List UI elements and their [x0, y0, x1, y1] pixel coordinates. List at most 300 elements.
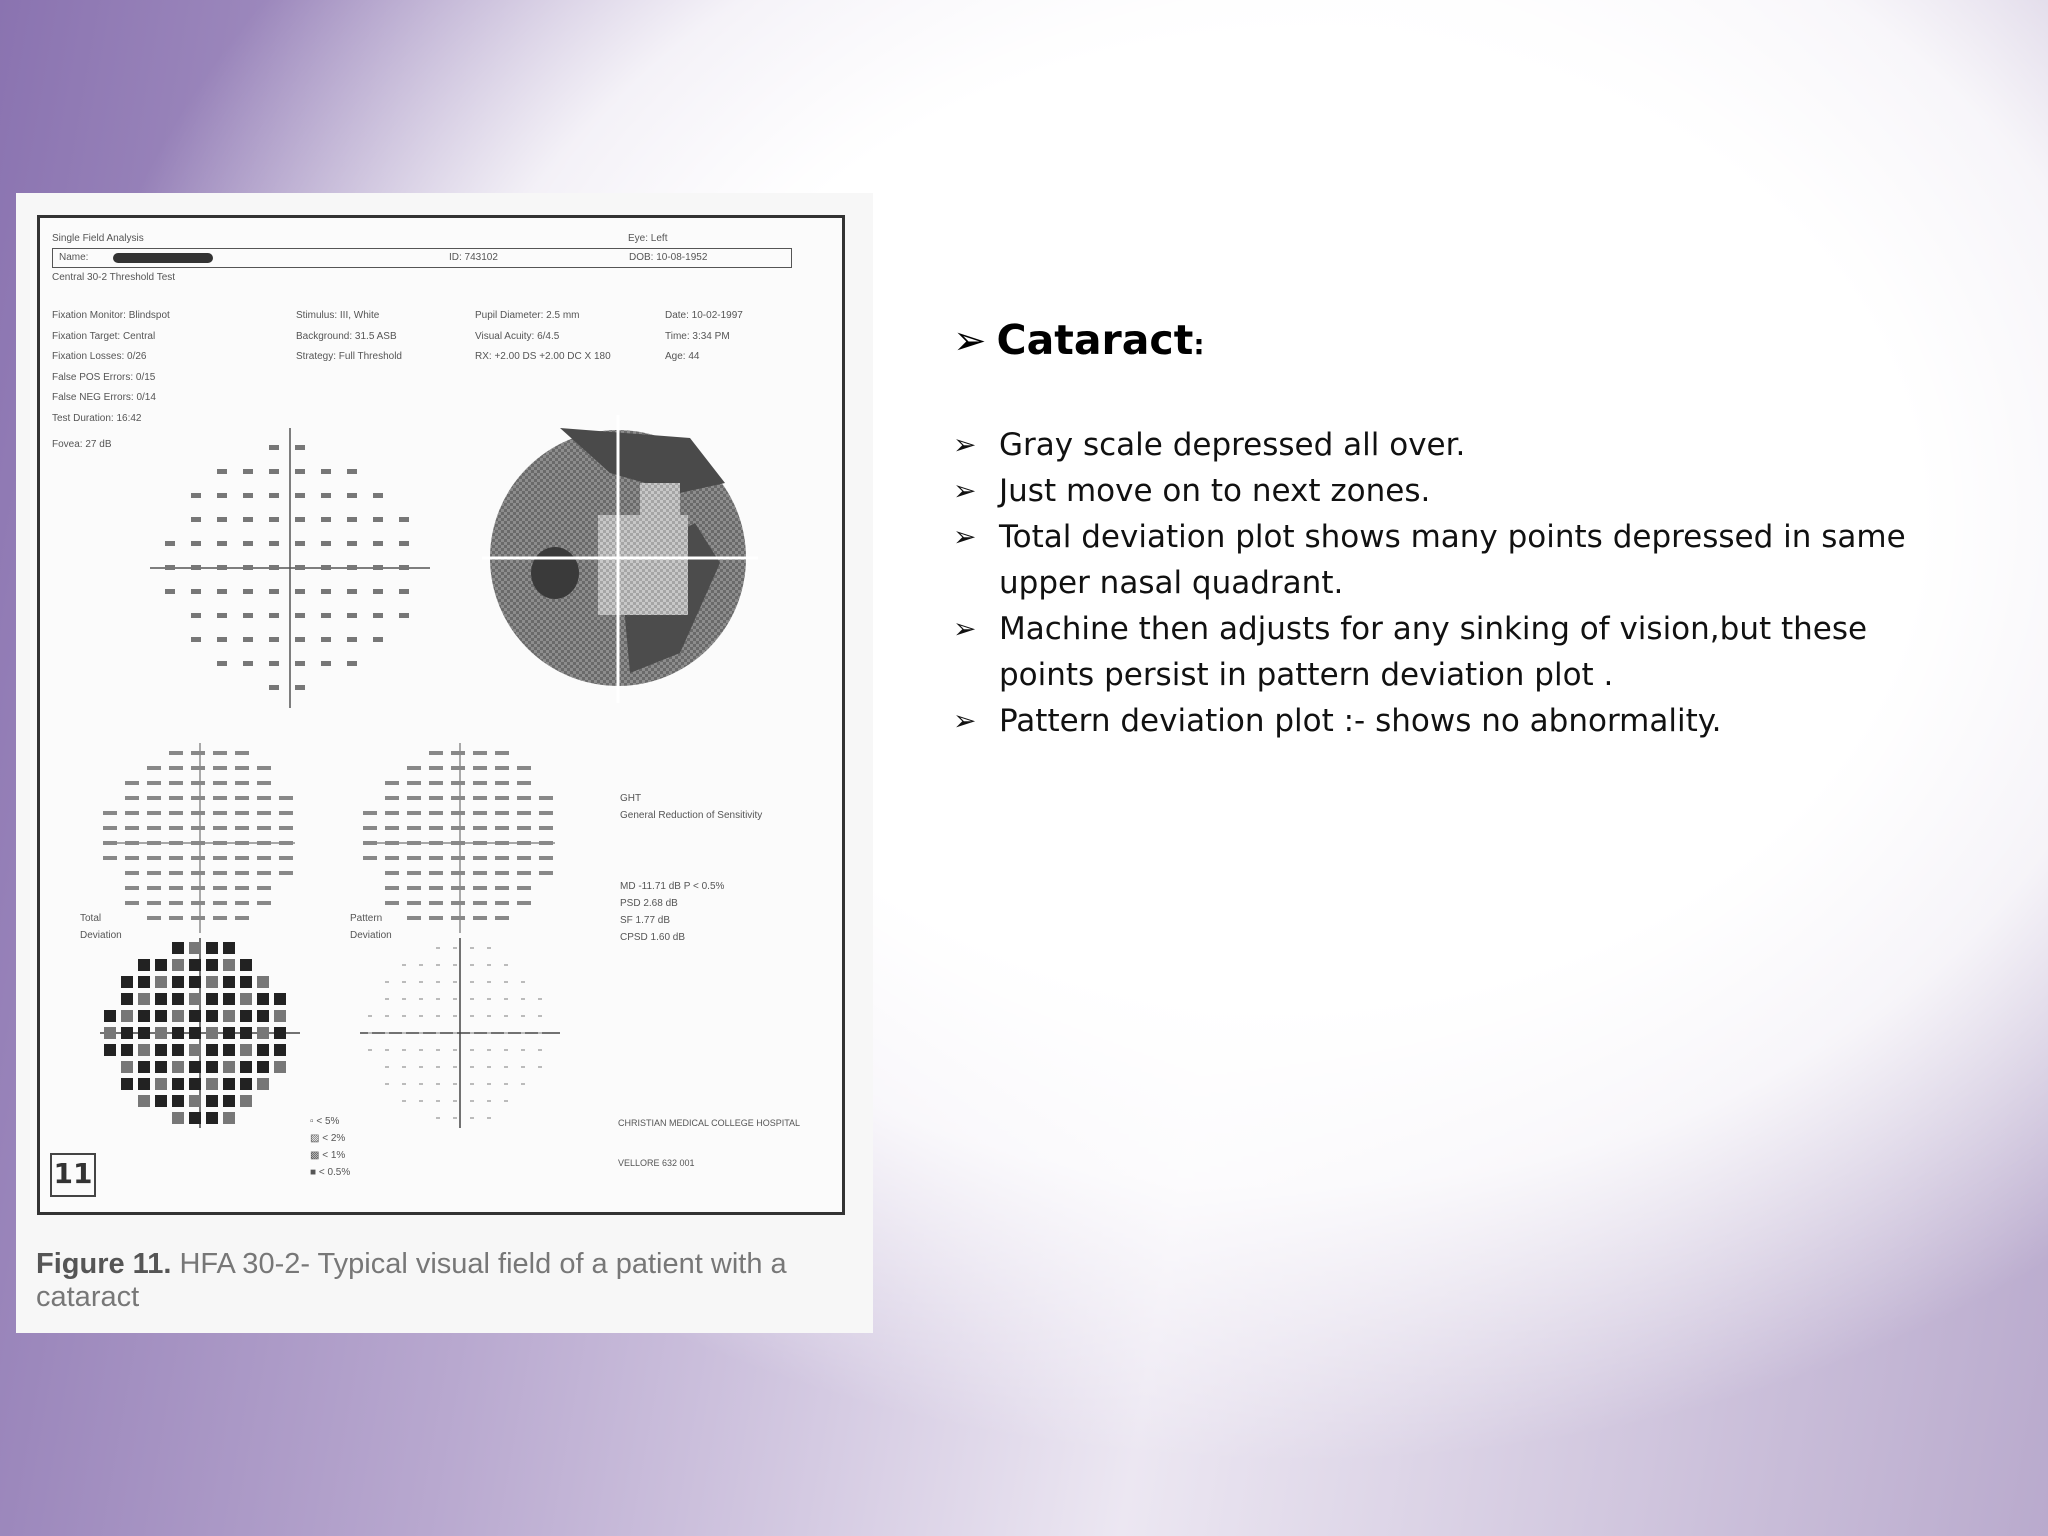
- deviation-mark: [407, 856, 421, 860]
- probability-symbol: [521, 1066, 525, 1068]
- probability-symbol: [521, 998, 525, 1000]
- threshold-mark: [217, 541, 227, 546]
- probability-symbol: [385, 998, 389, 1000]
- probability-symbol: [223, 976, 235, 988]
- probability-symbol: [504, 1032, 508, 1034]
- probability-legend: [310, 1113, 350, 1181]
- threshold-mark: [191, 493, 201, 498]
- probability-symbol: [470, 947, 474, 949]
- probability-symbol: [240, 959, 252, 971]
- probability-symbol: [274, 1010, 286, 1022]
- probability-symbol: [504, 1100, 508, 1102]
- threshold-mark: [269, 613, 279, 618]
- deviation-mark: [429, 826, 443, 830]
- deviation-mark: [213, 796, 227, 800]
- caption-text: HFA 30-2- Typical visual field of a patient with a cataract: [36, 1248, 787, 1313]
- threshold-mark: [295, 517, 305, 522]
- probability-symbol: [436, 1032, 440, 1034]
- report-name-label: Name:: [59, 252, 89, 263]
- threshold-mark: [321, 613, 331, 618]
- probability-symbol: [189, 1112, 201, 1124]
- deviation-mark: [363, 826, 377, 830]
- deviation-mark: [451, 916, 465, 920]
- report-eye: Eye: Left: [628, 233, 668, 244]
- deviation-mark: [191, 811, 205, 815]
- probability-symbol: [257, 976, 269, 988]
- deviation-mark: [213, 841, 227, 845]
- deviation-mark: [213, 766, 227, 770]
- deviation-mark: [169, 751, 183, 755]
- deviation-mark: [473, 781, 487, 785]
- threshold-mark: [347, 661, 357, 666]
- probability-symbol: [453, 998, 457, 1000]
- deviation-mark: [517, 901, 531, 905]
- deviation-mark: [213, 901, 227, 905]
- threshold-mark: [399, 517, 409, 522]
- probability-symbol: [504, 964, 508, 966]
- deviation-mark: [147, 781, 161, 785]
- deviation-mark: [407, 916, 421, 920]
- global-indices: [620, 878, 724, 946]
- probability-symbol: [521, 1083, 525, 1085]
- probability-symbol: [206, 1027, 218, 1039]
- threshold-mark: [243, 613, 253, 618]
- probability-symbol: [470, 1032, 474, 1034]
- threshold-mark: [347, 469, 357, 474]
- deviation-mark: [125, 811, 139, 815]
- report-fovea: Fovea: 27 dB: [52, 439, 112, 450]
- deviation-mark: [147, 856, 161, 860]
- figure-caption: [36, 1248, 866, 1314]
- grayscale-plot: [480, 413, 760, 703]
- deviation-mark: [191, 901, 205, 905]
- probability-symbol: [104, 1044, 116, 1056]
- threshold-mark: [321, 493, 331, 498]
- deviation-mark: [103, 811, 117, 815]
- deviation-mark: [257, 901, 271, 905]
- threshold-mark: [191, 517, 201, 522]
- probability-symbol: [138, 1044, 150, 1056]
- probability-symbol: [453, 947, 457, 949]
- deviation-mark: [169, 811, 183, 815]
- list-item-text: Gray scale depressed all over.: [999, 427, 1466, 463]
- probability-symbol: [206, 1112, 218, 1124]
- threshold-mark: [191, 637, 201, 642]
- probability-symbol: [538, 1015, 542, 1017]
- probability-symbol: [189, 1061, 201, 1073]
- report-line: Background: 31.5 ASB: [296, 330, 397, 342]
- deviation-mark: [451, 811, 465, 815]
- probability-symbol: [385, 981, 389, 983]
- probability-symbol: [257, 1010, 269, 1022]
- threshold-mark: [399, 565, 409, 570]
- report-line: False POS Errors: 0/15: [52, 371, 156, 383]
- probability-symbol: [402, 981, 406, 983]
- slide-heading: [953, 316, 1205, 364]
- deviation-mark: [257, 766, 271, 770]
- probability-symbol: [402, 1032, 406, 1034]
- probability-symbol: [470, 1015, 474, 1017]
- probability-symbol: [504, 1015, 508, 1017]
- threshold-mark: [321, 469, 331, 474]
- threshold-mark: [217, 493, 227, 498]
- deviation-mark: [363, 841, 377, 845]
- deviation-mark: [279, 841, 293, 845]
- heading-text: Cataract: [996, 316, 1194, 364]
- probability-symbol: [436, 1083, 440, 1085]
- deviation-mark: [363, 811, 377, 815]
- probability-symbol: [223, 1044, 235, 1056]
- threshold-mark: [347, 637, 357, 642]
- probability-symbol: [172, 1027, 184, 1039]
- deviation-mark: [385, 826, 399, 830]
- threshold-mark: [269, 541, 279, 546]
- probability-symbol: [274, 993, 286, 1005]
- probability-symbol: [240, 976, 252, 988]
- deviation-mark: [429, 751, 443, 755]
- deviation-mark: [517, 886, 531, 890]
- arrowhead-bullet-icon: ➢: [953, 704, 977, 737]
- total-label-2: Deviation: [80, 930, 122, 941]
- probability-symbol: [257, 1044, 269, 1056]
- probability-symbol: [453, 1032, 457, 1034]
- probability-symbol: [138, 1061, 150, 1073]
- deviation-mark: [517, 811, 531, 815]
- deviation-mark: [495, 751, 509, 755]
- deviation-mark: [407, 766, 421, 770]
- threshold-mark: [347, 565, 357, 570]
- probability-symbol: [487, 1032, 491, 1034]
- probability-symbol: [104, 1010, 116, 1022]
- deviation-mark: [169, 841, 183, 845]
- probability-symbol: [172, 942, 184, 954]
- deviation-mark: [429, 811, 443, 815]
- deviation-mark: [125, 841, 139, 845]
- probability-symbol: [206, 1010, 218, 1022]
- threshold-mark: [321, 661, 331, 666]
- probability-symbol: [223, 1078, 235, 1090]
- report-mid2-col: [475, 306, 611, 368]
- threshold-mark: [217, 517, 227, 522]
- arrowhead-bullet-icon: ➢: [953, 520, 977, 553]
- deviation-mark: [385, 871, 399, 875]
- probability-symbol: [121, 1010, 133, 1022]
- deviation-mark: [451, 856, 465, 860]
- deviation-mark: [103, 841, 117, 845]
- probability-symbol: [419, 1015, 423, 1017]
- probability-symbol: [138, 976, 150, 988]
- threshold-mark: [243, 565, 253, 570]
- probability-symbol: [453, 1117, 457, 1119]
- deviation-mark: [169, 916, 183, 920]
- probability-symbol: [274, 1061, 286, 1073]
- deviation-mark: [147, 766, 161, 770]
- probability-symbol: [223, 1095, 235, 1107]
- arrowhead-bullet-icon: ➢: [953, 612, 977, 645]
- deviation-mark: [429, 841, 443, 845]
- probability-symbol: [121, 1078, 133, 1090]
- probability-symbol: [470, 1100, 474, 1102]
- total-deviation-probability: [100, 938, 300, 1128]
- threshold-mark: [347, 493, 357, 498]
- deviation-mark: [429, 781, 443, 785]
- probability-symbol: [274, 1044, 286, 1056]
- probability-symbol: [470, 964, 474, 966]
- deviation-mark: [495, 826, 509, 830]
- probability-symbol: [385, 1066, 389, 1068]
- deviation-mark: [169, 886, 183, 890]
- threshold-mark: [399, 541, 409, 546]
- probability-symbol: [402, 1066, 406, 1068]
- threshold-mark: [217, 469, 227, 474]
- probability-symbol: [274, 1027, 286, 1039]
- deviation-mark: [147, 796, 161, 800]
- arrowhead-bullet-icon: ➢: [953, 318, 987, 364]
- threshold-mark: [295, 445, 305, 450]
- deviation-mark: [407, 811, 421, 815]
- deviation-mark: [279, 826, 293, 830]
- deviation-mark: [147, 886, 161, 890]
- report-test: Central 30-2 Threshold Test: [52, 272, 176, 283]
- report-line: False NEG Errors: 0/14: [52, 392, 156, 403]
- threshold-mark: [347, 541, 357, 546]
- probability-symbol: [470, 981, 474, 983]
- deviation-mark: [429, 766, 443, 770]
- list-item-text: Pattern deviation plot :- shows no abnormality.: [999, 703, 1722, 739]
- deviation-mark: [451, 796, 465, 800]
- probability-symbol: [138, 1010, 150, 1022]
- probability-symbol: [521, 1049, 525, 1051]
- deviation-mark: [451, 871, 465, 875]
- deviation-mark: [451, 901, 465, 905]
- deviation-mark: [257, 871, 271, 875]
- probability-symbol: [240, 1044, 252, 1056]
- deviation-mark: [473, 811, 487, 815]
- report-mid-col: [296, 306, 402, 368]
- deviation-mark: [125, 826, 139, 830]
- deviation-mark: [169, 901, 183, 905]
- deviation-mark: [385, 796, 399, 800]
- arrowhead-bullet-icon: ➢: [953, 474, 977, 507]
- probability-symbol: [121, 976, 133, 988]
- probability-symbol: [121, 1044, 133, 1056]
- deviation-mark: [257, 826, 271, 830]
- deviation-mark: [235, 811, 249, 815]
- deviation-mark: [539, 871, 553, 875]
- pattern-deviation-probability: [360, 938, 560, 1128]
- probability-symbol: [487, 998, 491, 1000]
- index-md: MD -11.71 dB P < 0.5%: [620, 881, 725, 892]
- probability-symbol: [257, 1061, 269, 1073]
- threshold-mark: [321, 541, 331, 546]
- deviation-mark: [385, 781, 399, 785]
- deviation-mark: [407, 901, 421, 905]
- threshold-mark: [217, 565, 227, 570]
- probability-symbol: [257, 1027, 269, 1039]
- threshold-mark: [295, 685, 305, 690]
- deviation-mark: [495, 796, 509, 800]
- threshold-mark: [165, 565, 175, 570]
- probability-symbol: [453, 1049, 457, 1051]
- deviation-mark: [235, 901, 249, 905]
- probability-symbol: [487, 1015, 491, 1017]
- deviation-mark: [169, 766, 183, 770]
- probability-symbol: [436, 964, 440, 966]
- probability-symbol: [419, 964, 423, 966]
- probability-symbol: [189, 1027, 201, 1039]
- probability-symbol: [155, 976, 167, 988]
- threshold-mark: [191, 541, 201, 546]
- probability-symbol: [206, 942, 218, 954]
- threshold-mark: [243, 541, 253, 546]
- probability-symbol: [419, 1100, 423, 1102]
- probability-symbol: [240, 1078, 252, 1090]
- threshold-mark: [269, 637, 279, 642]
- threshold-mark: [243, 661, 253, 666]
- hfa-report: [37, 215, 845, 1215]
- deviation-mark: [169, 871, 183, 875]
- deviation-mark: [429, 901, 443, 905]
- deviation-mark: [191, 796, 205, 800]
- threshold-mark: [347, 517, 357, 522]
- deviation-mark: [385, 811, 399, 815]
- report-line: Date: 10-02-1997: [665, 310, 743, 321]
- deviation-mark: [191, 766, 205, 770]
- deviation-mark: [235, 751, 249, 755]
- deviation-mark: [495, 856, 509, 860]
- probability-symbol: [487, 981, 491, 983]
- total-deviation-numeric: [100, 738, 300, 938]
- caption-bold: Figure 11.: [36, 1248, 172, 1280]
- deviation-mark: [517, 781, 531, 785]
- deviation-mark: [191, 841, 205, 845]
- deviation-mark: [257, 781, 271, 785]
- deviation-mark: [191, 751, 205, 755]
- threshold-mark: [321, 565, 331, 570]
- probability-symbol: [487, 1117, 491, 1119]
- threshold-mark: [217, 589, 227, 594]
- probability-symbol: [223, 1010, 235, 1022]
- probability-symbol: [453, 964, 457, 966]
- legend-item: ▫ < 5%: [310, 1116, 340, 1127]
- probability-symbol: [189, 959, 201, 971]
- probability-symbol: [368, 1032, 372, 1034]
- probability-symbol: [470, 1049, 474, 1051]
- deviation-mark: [407, 871, 421, 875]
- probability-symbol: [189, 976, 201, 988]
- threshold-mark: [295, 589, 305, 594]
- probability-symbol: [419, 1083, 423, 1085]
- legend-item: ■ < 0.5%: [310, 1167, 351, 1178]
- index-cpsd: CPSD 1.60 dB: [620, 932, 686, 943]
- deviation-mark: [257, 856, 271, 860]
- deviation-mark: [539, 856, 553, 860]
- deviation-mark: [385, 886, 399, 890]
- threshold-mark: [373, 517, 383, 522]
- deviation-mark: [235, 826, 249, 830]
- probability-symbol: [453, 1100, 457, 1102]
- deviation-mark: [169, 781, 183, 785]
- probability-symbol: [402, 1083, 406, 1085]
- probability-symbol: [104, 1027, 116, 1039]
- deviation-mark: [147, 871, 161, 875]
- deviation-mark: [147, 916, 161, 920]
- threshold-mark: [243, 469, 253, 474]
- deviation-mark: [363, 856, 377, 860]
- deviation-mark: [473, 751, 487, 755]
- deviation-mark: [125, 901, 139, 905]
- legend-text: < 0.5%: [318, 1167, 351, 1178]
- probability-symbol: [470, 1066, 474, 1068]
- probability-symbol: [385, 1049, 389, 1051]
- deviation-mark: [213, 781, 227, 785]
- probability-symbol: [240, 993, 252, 1005]
- deviation-mark: [495, 901, 509, 905]
- deviation-mark: [191, 856, 205, 860]
- deviation-mark: [385, 841, 399, 845]
- probability-symbol: [172, 1061, 184, 1073]
- threshold-mark: [243, 589, 253, 594]
- probability-symbol: [368, 1049, 372, 1051]
- probability-symbol: [189, 1095, 201, 1107]
- probability-symbol: [240, 1027, 252, 1039]
- deviation-mark: [191, 886, 205, 890]
- figure-number: 11: [50, 1153, 96, 1197]
- report-line: Age: 44: [665, 351, 700, 362]
- threshold-mark: [295, 565, 305, 570]
- probability-symbol: [121, 1061, 133, 1073]
- name-box: [52, 248, 792, 268]
- threshold-mark: [191, 589, 201, 594]
- probability-symbol: [121, 993, 133, 1005]
- deviation-mark: [125, 781, 139, 785]
- probability-symbol: [453, 1066, 457, 1068]
- threshold-mark: [295, 469, 305, 474]
- probability-symbol: [223, 1112, 235, 1124]
- threshold-mark: [373, 589, 383, 594]
- probability-symbol: [419, 1032, 423, 1034]
- deviation-mark: [147, 826, 161, 830]
- deviation-mark: [473, 916, 487, 920]
- report-line: RX: +2.00 DS +2.00 DC X 180: [475, 351, 611, 362]
- legend-item: ▨ < 2%: [310, 1133, 346, 1144]
- deviation-mark: [125, 871, 139, 875]
- probability-symbol: [436, 1066, 440, 1068]
- probability-symbol: [223, 1061, 235, 1073]
- deviation-mark: [125, 796, 139, 800]
- deviation-mark: [517, 871, 531, 875]
- list-item: [953, 698, 1953, 744]
- deviation-mark: [495, 886, 509, 890]
- deviation-mark: [235, 871, 249, 875]
- deviation-mark: [103, 826, 117, 830]
- bullet-list: [953, 422, 1953, 744]
- probability-symbol: [385, 1032, 389, 1034]
- deviation-mark: [235, 841, 249, 845]
- threshold-mark: [191, 565, 201, 570]
- deviation-mark: [169, 856, 183, 860]
- threshold-mark: [295, 613, 305, 618]
- threshold-mark: [269, 565, 279, 570]
- probability-symbol: [487, 1049, 491, 1051]
- list-item: [953, 468, 1953, 514]
- deviation-mark: [235, 766, 249, 770]
- deviation-mark: [191, 871, 205, 875]
- probability-symbol: [189, 1044, 201, 1056]
- probability-symbol: [155, 1044, 167, 1056]
- probability-symbol: [138, 1095, 150, 1107]
- probability-symbol: [419, 1066, 423, 1068]
